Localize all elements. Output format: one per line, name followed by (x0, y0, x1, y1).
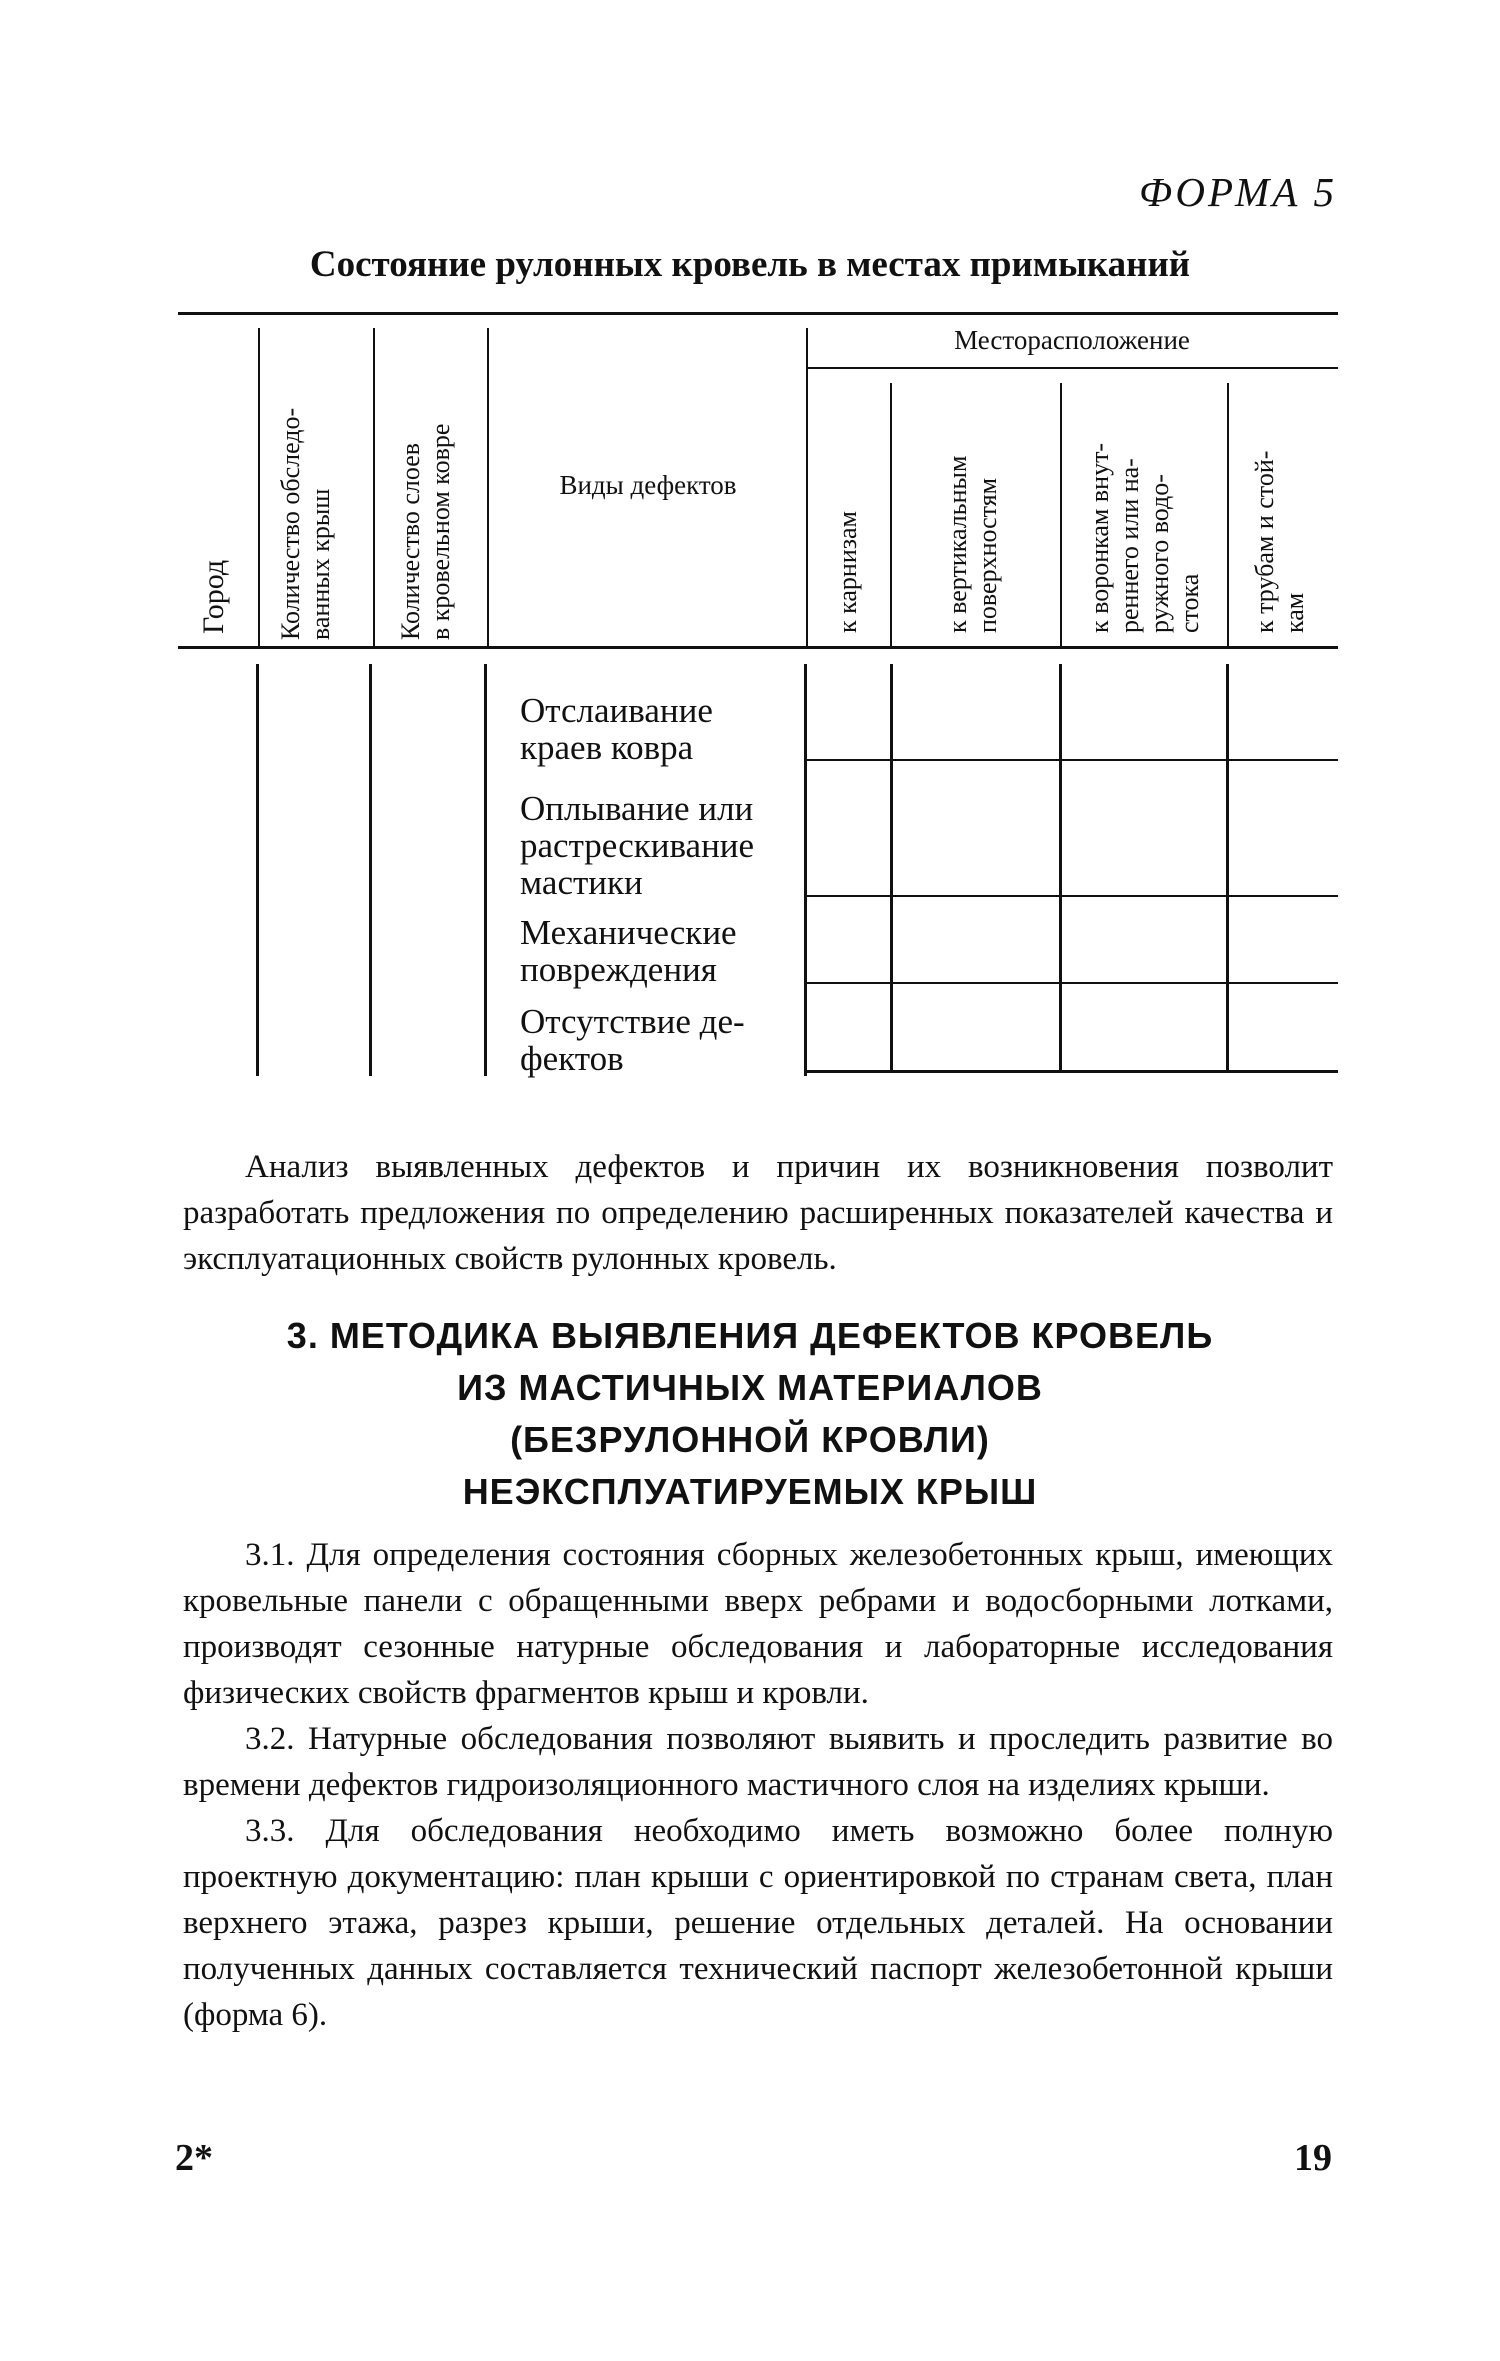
header-city: Город (197, 559, 230, 634)
header-location: Месторасположение (954, 325, 1190, 355)
row-rule (806, 895, 1338, 897)
col-rule (806, 328, 808, 646)
table-bottom-rule (806, 1070, 1338, 1073)
header-loc-funnels: к воронкам внут- реннего или на- ружного водо- стока (1085, 442, 1204, 633)
paragraph-3-1: 3.1. Для определения состояния сборных железобетонных крыш, имеющих кровельные панели с обращенными вверх ребрами и водосборными лотками, производят сезонные натурные обследования и лабораторные исследования физических свойств фрагментов крыш и кровли. (183, 1537, 1333, 1711)
location-header-rule (806, 367, 1338, 369)
row-rule (806, 982, 1338, 984)
col-rule (487, 328, 489, 646)
row-rule (806, 759, 1338, 761)
col-rule (890, 664, 893, 1070)
defect-row-2: Оплывание или растрескивание мастики (520, 789, 755, 902)
col-rule (373, 328, 375, 646)
defect-row-1: Отслаивание краев ковра (520, 691, 713, 767)
form-label: ФОРМА 5 (1138, 169, 1337, 215)
col-rule (890, 383, 892, 646)
header-loc-pipes: к трубам и стой- кам (1250, 450, 1309, 633)
body-paragraphs (183, 1532, 1333, 2038)
intro-paragraph: Анализ выявленных дефектов и причин их возникновения позволит разработать предложения по определению расширенных показателей качества и эксплуатационных свойств рулонных кровель. (183, 1149, 1333, 1277)
table-title: Состояние рулонных кровель в местах примыканий (309, 244, 1191, 285)
col-rule (1227, 383, 1229, 646)
col-rule (256, 664, 259, 1076)
paragraph-3-2: 3.2. Натурные обследования позволяют выявить и проследить развитие во времени дефектов гидроизоляционного мастичного слоя на изделиях крыши. (183, 1721, 1333, 1803)
col-rule (484, 664, 487, 1076)
col-rule (804, 664, 807, 1076)
header-defect-types: Виды дефектов (559, 470, 737, 500)
header-loc-eaves: к карнизам (833, 510, 862, 633)
header-roofs-count: Количество обследо- ванных крыш (276, 407, 335, 640)
col-rule (369, 664, 372, 1076)
table-header-rule (178, 646, 1338, 649)
signature-mark: 2* (175, 2137, 213, 2179)
col-rule (258, 328, 260, 646)
header-layers-count: Количество слоев в кровельном ковре (396, 423, 455, 640)
table-top-rule (178, 312, 1338, 315)
defect-row-3: Механические повреждения (520, 913, 737, 989)
defect-row-4: Отсутствие де- фектов (520, 1002, 745, 1078)
paragraph-3-3: 3.3. Для обследования необходимо иметь возможно более полную проектную документацию: план крыши с ориентировкой по странам света, план верхнего этажа, разрез крыши, решение отдельных деталей. На основании полученных данных составляется технический паспорт железобетонной крыши (форма 6). (183, 1813, 1333, 2033)
col-rule (1060, 383, 1062, 646)
col-rule (1226, 664, 1229, 1070)
section-heading: 3. МЕТОДИКА ВЫЯВЛЕНИЯ ДЕФЕКТОВ КРОВЕЛЬ ИЗ МАСТИЧНЫХ МАТЕРИАЛОВ (БЕЗРУЛОННОЙ КРОВЛИ) НЕЭКСПЛУАТИРУЕМЫХ КРЫШ (286, 1315, 1214, 1512)
col-rule (1059, 664, 1062, 1070)
header-loc-vertical: к вертикальным поверхностям (943, 455, 1002, 633)
page-number: 19 (1294, 2137, 1332, 2179)
